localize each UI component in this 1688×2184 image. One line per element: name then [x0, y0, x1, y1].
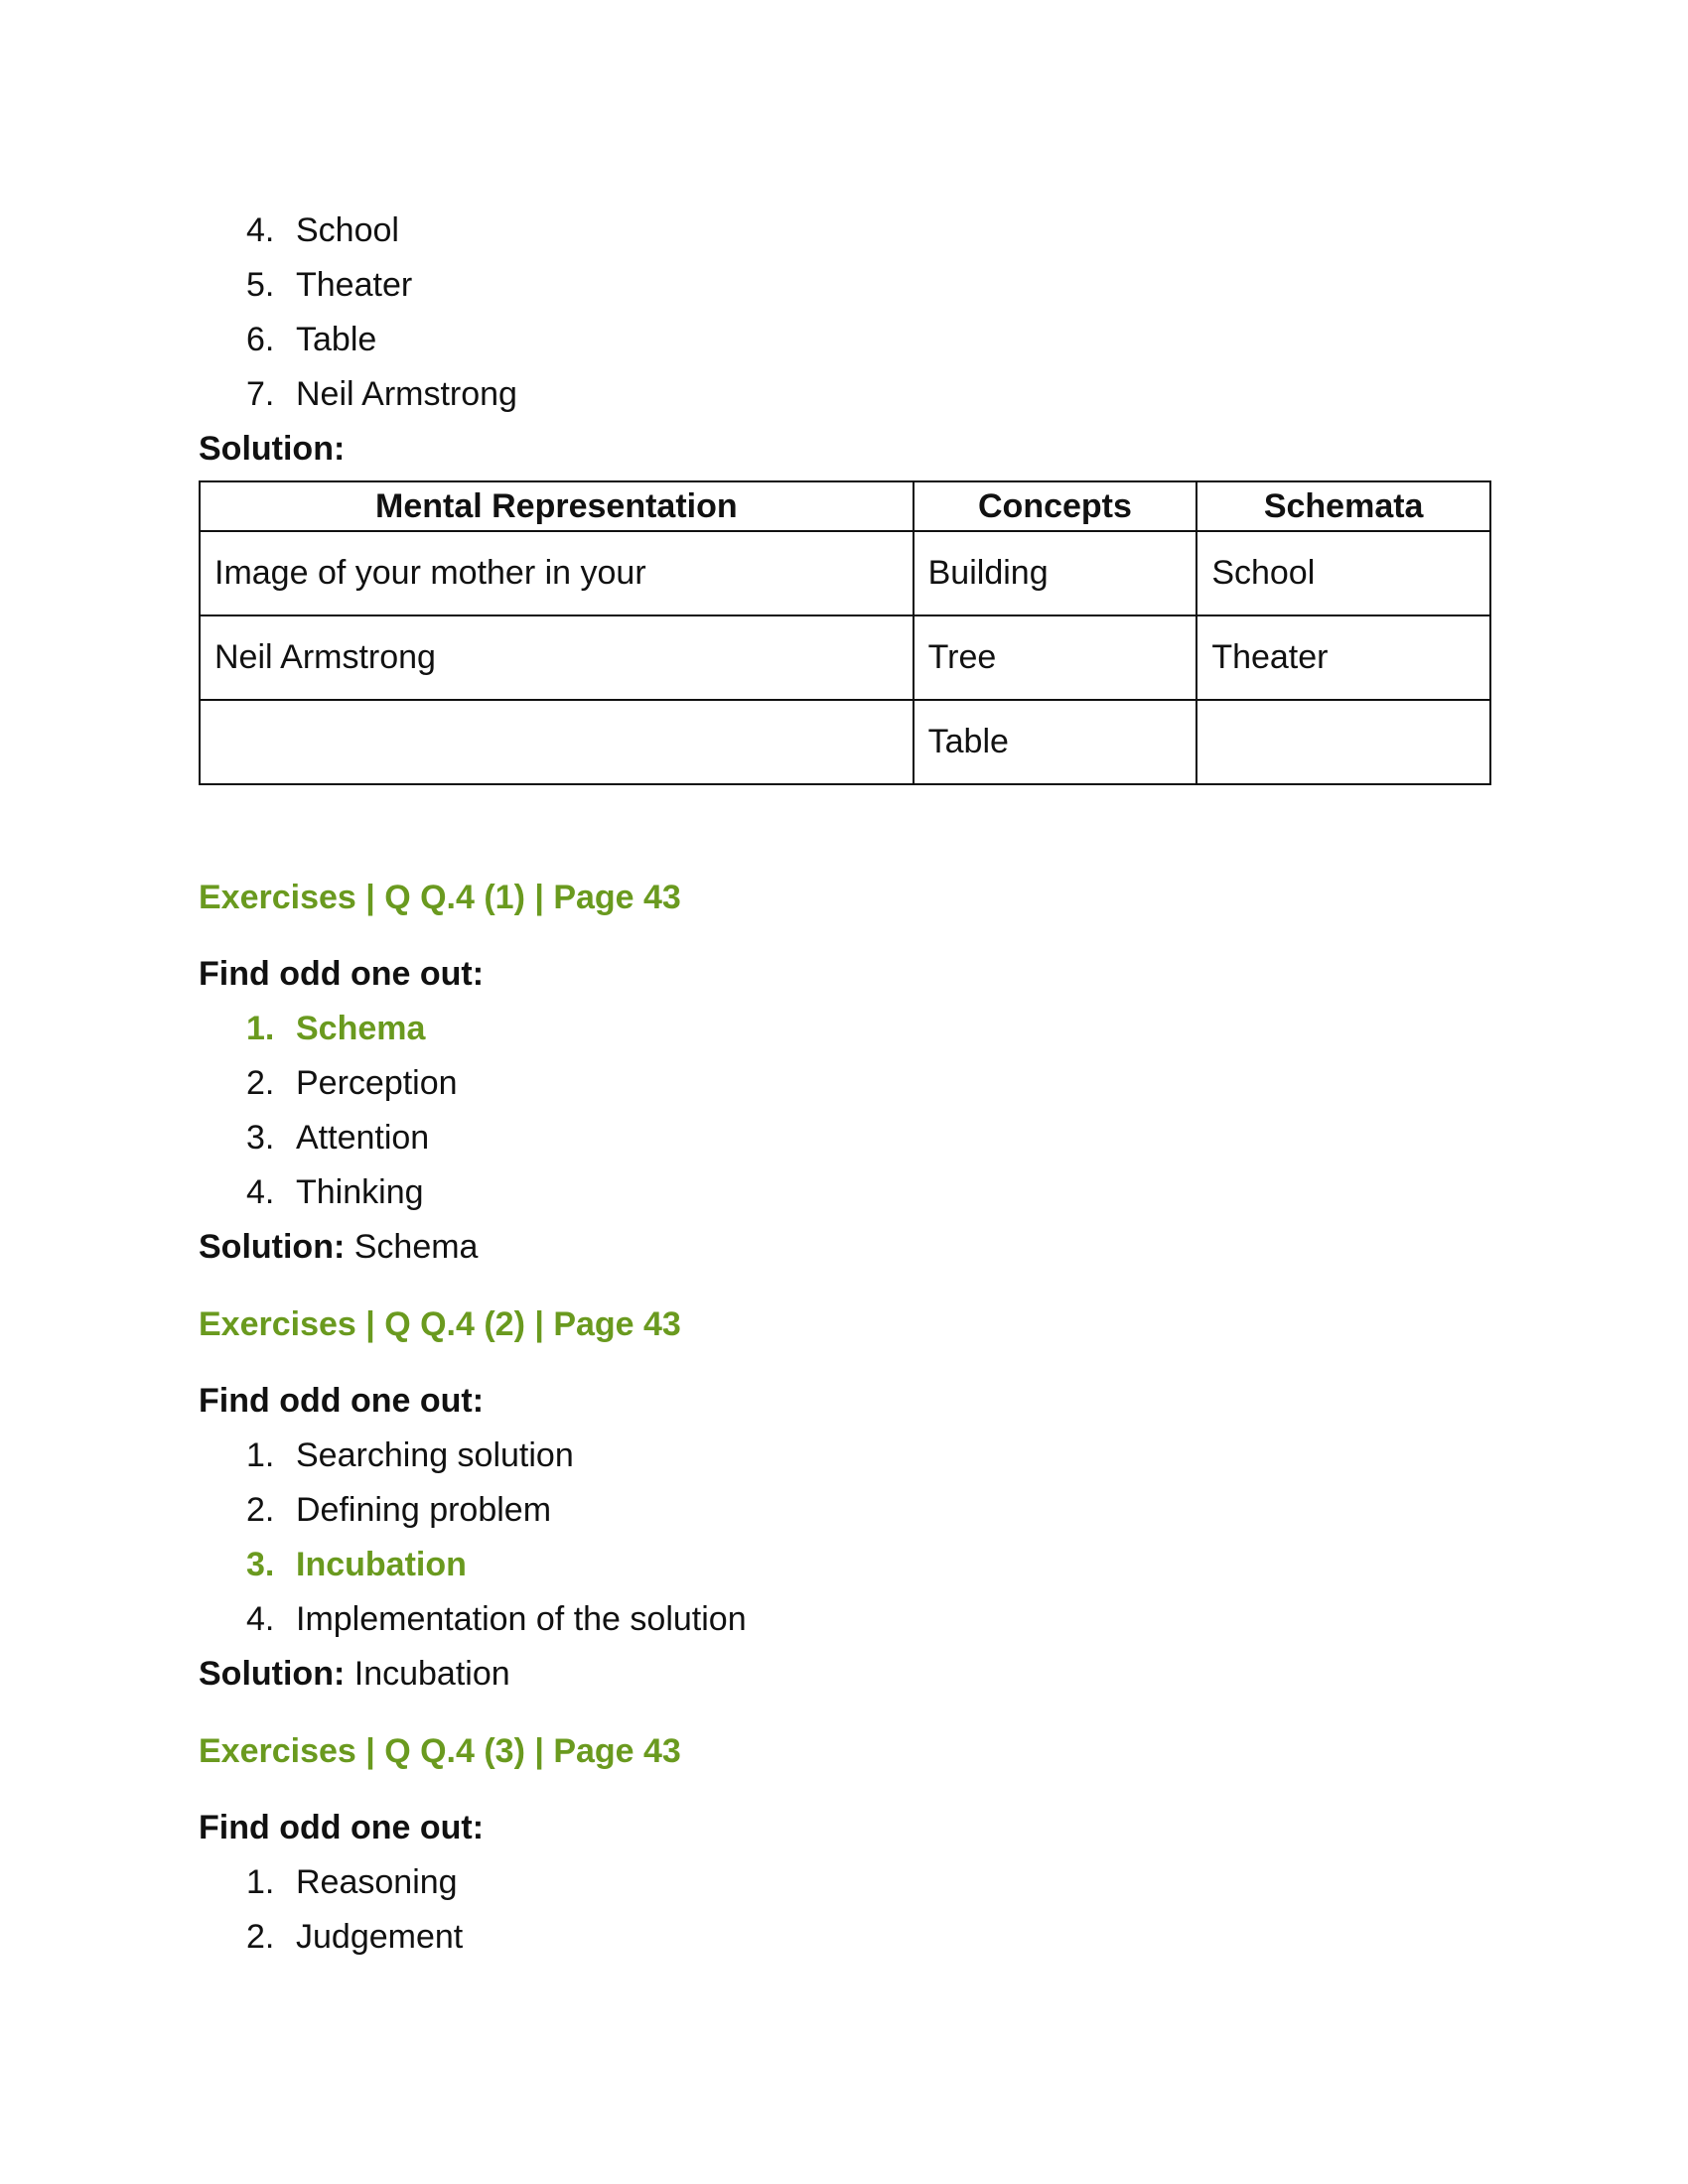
list-text: Perception — [296, 1064, 458, 1102]
list-text: Theater — [296, 266, 413, 304]
list-text: School — [296, 211, 399, 249]
spacer — [199, 785, 1489, 871]
top-list — [199, 204, 1489, 422]
list-text: Thinking — [296, 1173, 424, 1211]
list-number: 4. — [246, 1173, 275, 1211]
table-cell: Tree — [914, 615, 1197, 700]
list-item — [199, 1165, 1489, 1220]
exercise-prompt: Find odd one out: — [199, 1809, 485, 1846]
list-number: 3. — [246, 1119, 275, 1157]
list-item — [199, 313, 1489, 367]
table-cell: Theater — [1196, 615, 1490, 700]
list-item — [199, 1429, 1489, 1483]
list-number: 2. — [246, 1064, 275, 1102]
list-number: 6. — [246, 321, 275, 358]
classification-table — [199, 480, 1491, 785]
option-list — [199, 1002, 1489, 1220]
list-text: Neil Armstrong — [296, 375, 517, 413]
column-header-mental-representation: Mental Representation — [200, 481, 914, 531]
solution-value: Schema — [345, 1228, 479, 1266]
list-number: 4. — [246, 1600, 275, 1638]
list-number: 2. — [246, 1491, 275, 1529]
exercise-heading: Exercises | Q Q.4 (3) | Page 43 — [199, 1732, 681, 1770]
table-cell — [200, 700, 914, 784]
option-list — [199, 1855, 1489, 1965]
solution-line — [199, 1220, 1489, 1275]
list-number: 5. — [246, 266, 275, 304]
list-item-correct — [199, 1538, 1489, 1592]
list-number: 7. — [246, 375, 275, 413]
list-number: 2. — [246, 1918, 275, 1956]
list-item — [199, 1056, 1489, 1111]
solution-value: Incubation — [345, 1655, 510, 1693]
solution-label: Solution: — [199, 1228, 346, 1266]
exercise-heading: Exercises | Q Q.4 (1) | Page 43 — [199, 879, 681, 916]
spacer — [199, 925, 1489, 947]
list-item-correct — [199, 1002, 1489, 1056]
exercise-section — [199, 871, 1489, 1275]
table-row — [200, 615, 1490, 700]
table-cell: Neil Armstrong — [200, 615, 914, 700]
list-item — [199, 367, 1489, 422]
list-number: 1. — [246, 1436, 275, 1474]
solution-label: Solution: — [199, 1655, 346, 1693]
exercise-heading: Exercises | Q Q.4 (2) | Page 43 — [199, 1305, 681, 1343]
list-item — [199, 1910, 1489, 1965]
table-header-row — [200, 481, 1490, 531]
exercise-section — [199, 1297, 1489, 1702]
table-cell: School — [1196, 531, 1490, 615]
list-text: Incubation — [296, 1546, 467, 1583]
list-text: Implementation of the solution — [296, 1600, 747, 1638]
table-cell: Image of your mother in your — [200, 531, 914, 615]
spacer — [199, 1702, 1489, 1724]
list-number: 1. — [246, 1863, 275, 1901]
list-text: Defining problem — [296, 1491, 552, 1529]
list-number: 3. — [246, 1546, 275, 1583]
spacer — [199, 1275, 1489, 1297]
list-item — [199, 204, 1489, 258]
list-item — [199, 258, 1489, 313]
table-row — [200, 700, 1490, 784]
list-text: Attention — [296, 1119, 430, 1157]
spacer — [199, 1779, 1489, 1801]
list-item — [199, 1483, 1489, 1538]
column-header-concepts: Concepts — [914, 481, 1197, 531]
list-item — [199, 1111, 1489, 1165]
solution-label: Solution: — [199, 430, 346, 468]
table-cell — [1196, 700, 1490, 784]
list-item — [199, 1592, 1489, 1647]
page-content — [199, 204, 1489, 1965]
list-text: Table — [296, 321, 377, 358]
spacer — [199, 1352, 1489, 1374]
table-row — [200, 531, 1490, 615]
exercise-section — [199, 1724, 1489, 1965]
list-text: Reasoning — [296, 1863, 458, 1901]
table-cell: Building — [914, 531, 1197, 615]
list-number: 1. — [246, 1010, 275, 1047]
exercise-prompt: Find odd one out: — [199, 1382, 485, 1420]
table-cell: Table — [914, 700, 1197, 784]
list-item — [199, 1855, 1489, 1910]
exercise-prompt: Find odd one out: — [199, 955, 485, 993]
list-text: Searching solution — [296, 1436, 574, 1474]
column-header-schemata: Schemata — [1196, 481, 1490, 531]
option-list — [199, 1429, 1489, 1647]
list-number: 4. — [246, 211, 275, 249]
list-text: Schema — [296, 1010, 426, 1047]
solution-line — [199, 1647, 1489, 1702]
list-text: Judgement — [296, 1918, 464, 1956]
